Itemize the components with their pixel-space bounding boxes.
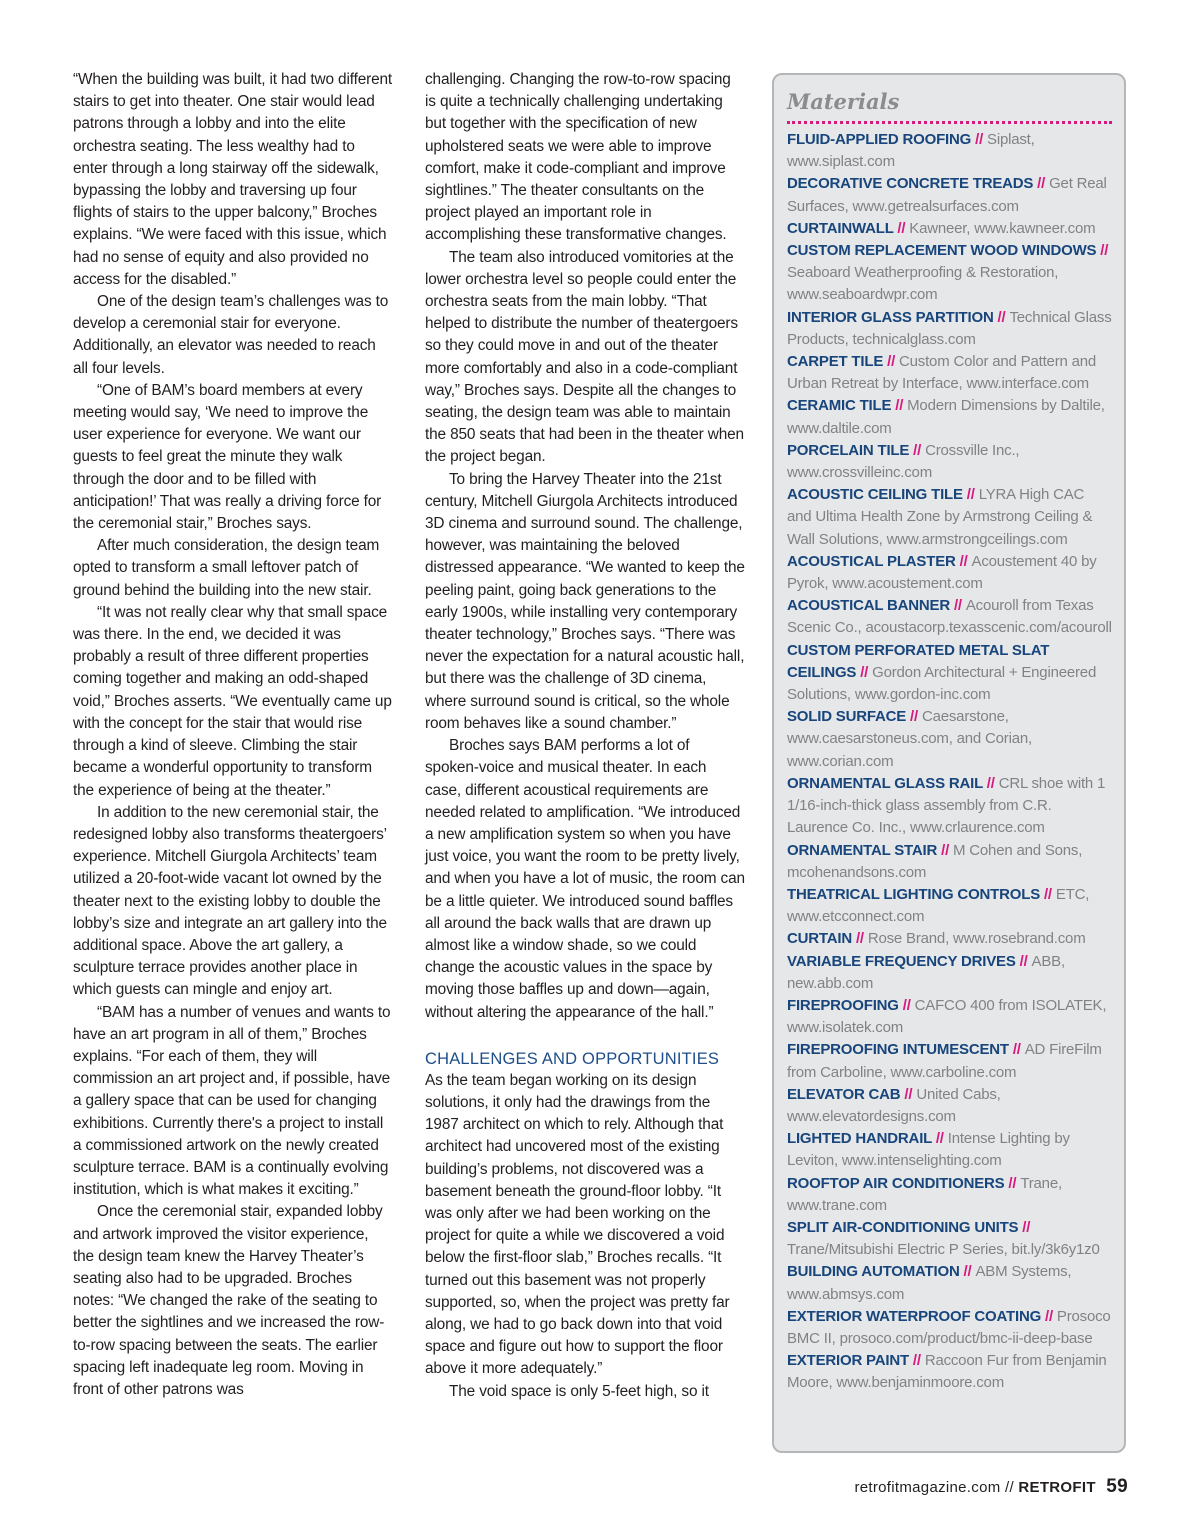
page-footer xyxy=(854,1476,1128,1498)
material-item xyxy=(787,351,1112,395)
material-name: VARIABLE FREQUENCY DRIVES xyxy=(787,952,1016,970)
material-item xyxy=(787,1128,1112,1172)
paragraph: “One of BAM’s board members at every meeting would say, ‘We need to improve the user experience for everyone. We want our guests to feel great the minute they walk through the door and to be filled with anticipation!’ That was really a driving force for the ceremonial stair,” Broches says. xyxy=(73,381,382,533)
material-source: Custom Color and Pattern and Urban Retreat by Interface, www.interface.com xyxy=(787,353,1097,393)
article-column-1 xyxy=(73,69,393,1401)
material-separator: // xyxy=(962,486,979,504)
material-name: THEATRICAL LIGHTING CONTROLS xyxy=(787,885,1040,903)
material-name: ORNAMENTAL GLASS RAIL xyxy=(787,774,983,792)
material-source: Get Real Surfaces, www.getrealsurfaces.com xyxy=(787,175,1107,215)
material-source: Seaboard Weatherproofing & Restoration, www.seaboardwpr.com xyxy=(787,264,1059,304)
material-separator: // xyxy=(1004,1174,1021,1192)
material-item xyxy=(787,951,1112,995)
article-column-2 xyxy=(425,69,745,1403)
material-name: SPLIT AIR-CONDITIONING UNITS xyxy=(787,1218,1019,1236)
sidebar-title: Materials xyxy=(787,89,900,114)
material-item xyxy=(787,840,1112,884)
material-source: Trane/Mitsubishi Electric P Series, bit.ly/3k6y1z0 xyxy=(787,1241,1100,1259)
material-source: Gordon Architectural + Engineered Solutions, www.gordon-inc.com xyxy=(787,663,1097,704)
material-separator: // xyxy=(959,1263,976,1281)
material-name: SOLID SURFACE xyxy=(787,708,907,726)
material-separator: // xyxy=(908,1352,925,1370)
material-source: Crossville Inc., www.crossvilleinc.com xyxy=(787,441,1020,482)
material-name: CERAMIC TILE xyxy=(787,397,892,415)
material-name: DECORATIVE CONCRETE TREADS xyxy=(787,175,1034,193)
material-item xyxy=(787,484,1112,551)
material-name: ELEVATOR CAB xyxy=(787,1085,901,1103)
footer-site[interactable]: retrofitmagazine.com xyxy=(854,1479,1001,1496)
material-separator: // xyxy=(937,841,954,859)
material-item xyxy=(787,706,1112,773)
material-source: Trane, www.trane.com xyxy=(787,1174,1062,1214)
column-2-paragraphs-b xyxy=(425,1070,745,1403)
material-separator: // xyxy=(955,552,972,570)
material-source: Caesarstone, www.caesarstoneus.com, and Corian, www.corian.com xyxy=(787,708,1032,770)
paragraph: challenging. Changing the row-to-row spacing is quite a technically challenging undertaking but together with the specification of new upholstered seats we were able to improve comfort, make it code-compliant and improve sightlines.” The theater consultants on the project played an important role in accomplishing these transformative changes. xyxy=(425,71,731,244)
material-item xyxy=(787,928,1112,950)
material-item xyxy=(787,1261,1112,1305)
material-separator: // xyxy=(1015,952,1032,970)
material-source: Intense Lighting by Leviton, www.intenselighting.com xyxy=(787,1130,1070,1170)
material-separator: // xyxy=(851,930,868,948)
material-item xyxy=(787,595,1112,639)
paragraph: “It was not really clear why that small space was there. In the end, we decided it was probably a result of three different properties coming together and making an odd-shaped void,” Broches asserts. “We eventually came up with the concept for the stair that would rise through a kind of sleeve. Climbing the stair became a wonderful opportunity to transform the experience of being at the theater.” xyxy=(73,603,392,799)
material-name: EXTERIOR PAINT xyxy=(787,1352,909,1370)
material-separator: // xyxy=(898,996,915,1014)
materials-list xyxy=(787,129,1112,1395)
material-item xyxy=(787,1350,1112,1394)
paragraph: Broches says BAM performs a lot of spoken-voice and musical theater. In each case, different acoustical requirements are needed related to amplification. “We introduced a new amplification system so when you have just voice, you want the room to be pretty lively, and when you have a lot of music, the room can be a little quieter. We introduced sound baffles all around the back walls that are drawn up almost like a window shade, so we could change the acoustic values in the space by moving those baffles up and down—again, without altering the appearance of the hall.” xyxy=(425,737,745,1021)
material-separator: // xyxy=(891,397,908,415)
paragraph: “BAM has a number of venues and wants to have an art program in all of them,” Broches explains. “For each of them, they will commission an art project and, if possible, have a gallery space that can be used for changing exhibitions. Currently there's a project to install a commissioned artwork on the newly created sculpture terrace. BAM is a continually evolving institution, which is what makes it exciting.” xyxy=(73,1003,391,1199)
material-separator: // xyxy=(893,219,910,237)
material-name: ORNAMENTAL STAIR xyxy=(787,841,938,859)
materials-sidebar xyxy=(772,73,1126,1453)
material-source: Modern Dimensions by Daltile, www.daltile.com xyxy=(787,397,1105,437)
material-source: Technical Glass Products, technicalglass.com xyxy=(787,308,1112,348)
material-source: ETC, www.etcconnect.com xyxy=(787,885,1090,926)
material-separator: // xyxy=(1008,1041,1025,1059)
material-separator: // xyxy=(856,663,873,681)
material-name: LIGHTED HANDRAIL xyxy=(787,1130,932,1148)
material-source: Siplast, www.siplast.com xyxy=(787,131,1035,171)
section-heading: CHALLENGES AND OPPORTUNITIES xyxy=(425,1049,720,1068)
material-separator: // xyxy=(883,353,900,371)
material-item xyxy=(787,773,1112,840)
material-item xyxy=(787,218,1112,240)
material-item xyxy=(787,307,1112,351)
material-name: CUSTOM REPLACEMENT WOOD WINDOWS xyxy=(787,242,1097,260)
material-separator: // xyxy=(1041,1307,1057,1325)
material-name: CARPET TILE xyxy=(787,353,884,371)
paragraph: “When the building was built, it had two different stairs to get into theater. One stair would lead patrons through a lobby and into the elite orchestra seating. The less wealthy had to enter through a long stairway off the sidewalk, bypassing the lobby and traversing up four flights of stairs to the upper balcony,” Broches explains. “We were faced with this issue, which had no sense of equity and also provided no access for the disabled.” xyxy=(73,71,393,288)
material-item xyxy=(787,1039,1112,1083)
material-separator: // xyxy=(931,1130,948,1148)
material-item xyxy=(787,240,1112,307)
material-name: CURTAIN xyxy=(787,930,852,948)
dotted-divider xyxy=(787,121,1112,124)
material-name: ACOUSTICAL PLASTER xyxy=(787,552,956,570)
material-separator: // xyxy=(906,708,922,726)
material-separator: // xyxy=(993,308,1010,326)
material-name: FIREPROOFING INTUMESCENT xyxy=(787,1041,1009,1059)
material-item xyxy=(787,1306,1112,1350)
paragraph: One of the design team’s challenges was to develop a ceremonial stair for everyone. Additionally, an elevator was needed to reach all four levels. xyxy=(73,293,389,377)
footer-brand: RETROFIT xyxy=(1018,1479,1096,1496)
material-separator: // xyxy=(971,131,988,148)
material-name: FLUID-APPLIED ROOFING xyxy=(787,131,972,148)
material-source: Acouroll from Texas Scenic Co., acoustacorp.texasscenic.com/acouroll xyxy=(787,597,1112,637)
material-item xyxy=(787,1217,1112,1261)
material-item xyxy=(787,1173,1112,1217)
column-2-paragraphs-a xyxy=(425,69,745,1024)
material-name: ROOFTOP AIR CONDITIONERS xyxy=(787,1174,1005,1192)
material-separator: // xyxy=(909,441,926,459)
material-source: Rose Brand, www.rosebrand.com xyxy=(867,930,1086,948)
material-name: ACOUSTIC CEILING TILE xyxy=(787,486,963,504)
material-source: Raccoon Fur from Benjamin Moore, www.benjaminmoore.com xyxy=(787,1352,1107,1392)
material-source: ABM Systems, www.abmsys.com xyxy=(787,1263,1072,1303)
material-item xyxy=(787,640,1112,707)
paragraph: The void space is only 5-feet high, so it xyxy=(449,1382,709,1400)
material-source: CAFCO 400 from ISOLATEK, www.isolatek.com xyxy=(787,996,1107,1037)
material-source: Prosoco BMC II, prosoco.com/product/bmc-ii-deep-base xyxy=(787,1307,1111,1347)
material-source: ABB, new.abb.com xyxy=(787,952,1065,992)
footer-separator: // xyxy=(1004,1479,1014,1496)
material-separator: // xyxy=(950,597,966,615)
material-name: FIREPROOFING xyxy=(787,996,899,1014)
material-source: M Cohen and Sons, mcohenandsons.com xyxy=(787,841,1083,881)
material-separator: // xyxy=(1040,885,1056,903)
paragraph: In addition to the new ceremonial stair, the redesigned lobby also transforms theatergoers’ experience. Mitchell Giurgola Architects’ team utilized a 20-foot-wide vacant lot owned by the theater next to the existing lobby to double the lobby’s size and integrate an art gallery into the additional space. Above the art gallery, a sculpture terrace provides another place in which guests can mingle and enjoy art. xyxy=(73,803,387,999)
material-name: BUILDING AUTOMATION xyxy=(787,1263,960,1281)
paragraph: Once the ceremonial stair, expanded lobby and artwork improved the visitor experience, the design team knew the Harvey Theater’s seating also had to be upgraded. Broches notes: “We changed the rake of the seating to better the sightlines and we increased the row-to-row spacing between the seats. The earlier spacing left inadequate leg room. Moving in front of other patrons was xyxy=(73,1203,385,1398)
material-item xyxy=(787,129,1112,173)
material-item xyxy=(787,395,1112,439)
material-name: PORCELAIN TILE xyxy=(787,441,910,459)
material-item xyxy=(787,995,1112,1039)
material-separator: // xyxy=(1096,242,1109,260)
material-item xyxy=(787,1084,1112,1128)
material-source: LYRA High CAC and Ultima Health Zone by Armstrong Ceiling & Wall Solutions, www.armstrongceilings.com xyxy=(787,486,1093,548)
material-separator: // xyxy=(900,1085,917,1103)
material-separator: // xyxy=(1033,175,1050,193)
material-item xyxy=(787,440,1112,484)
material-source: Acoustement 40 by Pyrok, www.acoustement.com xyxy=(787,552,1097,593)
material-source: Kawneer, www.kawneer.com xyxy=(909,219,1096,237)
material-name: INTERIOR GLASS PARTITION xyxy=(787,308,994,326)
paragraph: After much consideration, the design team opted to transform a small leftover patch of ground behind the building into the new stair. xyxy=(73,537,380,599)
material-name: EXTERIOR WATERPROOF COATING xyxy=(787,1307,1042,1325)
material-item xyxy=(787,551,1112,595)
material-separator: // xyxy=(1018,1218,1031,1236)
material-source: United Cabs, www.elevatordesigns.com xyxy=(787,1085,1001,1125)
material-source: CRL shoe with 1 1/16-inch-thick glass assembly from C.R. Laurence Co. Inc., www.crlaurence.com xyxy=(787,774,1106,837)
material-item xyxy=(787,173,1112,217)
material-name: CURTAINWALL xyxy=(787,219,894,237)
material-item xyxy=(787,884,1112,928)
page-number: 59 xyxy=(1106,1476,1128,1497)
material-separator: // xyxy=(982,774,999,792)
material-name: ACOUSTICAL BANNER xyxy=(787,597,950,615)
paragraph: To bring the Harvey Theater into the 21st century, Mitchell Giurgola Architects introduced 3D cinema and surround sound. The challenge, however, was maintaining the beloved distressed appearance. “We wanted to keep the peeling paint, going back generations to the early 1900s, while installing very contemporary theater technology,” Broches says. “There was never the expectation for a natural acoustic hall, but there was the challenge of 3D cinema, where surround sound is critical, so the whole room behaves like a sound chamber.” xyxy=(425,470,745,732)
material-source: AD FireFilm from Carboline, www.carboline.com xyxy=(787,1041,1102,1081)
paragraph: As the team began working on its design solutions, it only had the drawings from the 1987 architect on which to rely. Although that architect had uncovered most of the existing building’s problems, not discovered was a basement beneath the ground-floor lobby. “It was only after we had been working on the project for quite a while we discovered a void below the first-floor slab,” Broches recalls. “It turned out this basement was not properly supported, so, when the project was pretty far along, we had to go back down into that void space and figure out how to support the floor above it more adequately.” xyxy=(425,1071,730,1378)
paragraph: The team also introduced vomitories at the lower orchestra level so people could enter the orchestra seats from the main lobby. “That helped to distribute the number of theatergoers so they could move in and out of the theater more comfortably and also in a code-compliant way,” Broches says. Despite all the changes to seating, the design team was able to maintain the 850 seats that had been in the theater when the project began. xyxy=(425,248,744,466)
material-name: CUSTOM PERFORATED METAL SLAT CEILINGS xyxy=(787,641,1050,681)
